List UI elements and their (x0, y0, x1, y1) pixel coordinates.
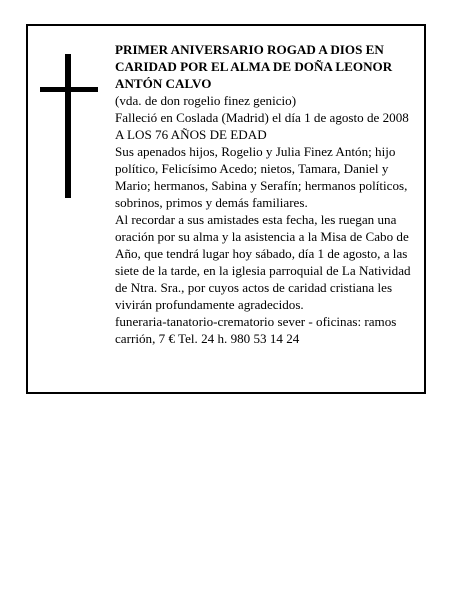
death-line: Falleció en Coslada (Madrid) el día 1 de agosto de 2008 (115, 110, 409, 125)
cross-horizontal-bar (40, 87, 98, 92)
cross-vertical-bar (65, 54, 71, 198)
family-paragraph: Sus apenados hijos, Rogelio y Julia Finez Antón; hijo político, Felicísimo Acedo; nietos, Tamara, Daniel y Mario; hermanos, Sabina y Serafín; hermanos políticos, sobrinos, primos y demás familiares. (115, 144, 408, 210)
cross-icon (40, 54, 98, 198)
invitation-paragraph: Al recordar a sus amistades esta fecha, les ruegan una oración por su alma y la asistencia a la Misa de Cabo de Año, que tendrá lugar hoy sábado, día 1 de agosto, a las siete de la tarde, en la iglesia parroquial de La Natividad de Ntra. Sra., por cuyos actos de caridad cristiana les vivirán profundamente agradecidos. (115, 212, 411, 312)
widow-of-line: (vda. de don rogelio finez genicio) (115, 93, 297, 108)
age-line: A LOS 76 AÑOS DE EDAD (115, 127, 267, 142)
notice-heading: PRIMER ANIVERSARIO ROGAD A DIOS EN CARIDAD POR EL ALMA DE DOÑA LEONOR ANTÓN CALVO (115, 42, 393, 91)
notice-text (115, 41, 417, 347)
obituary-notice (26, 24, 426, 394)
funeral-home-line: funeraria-tanatorio-crematorio sever - oficinas: ramos carrión, 7 € Tel. 24 h. 980 53 14 24 (115, 314, 397, 346)
